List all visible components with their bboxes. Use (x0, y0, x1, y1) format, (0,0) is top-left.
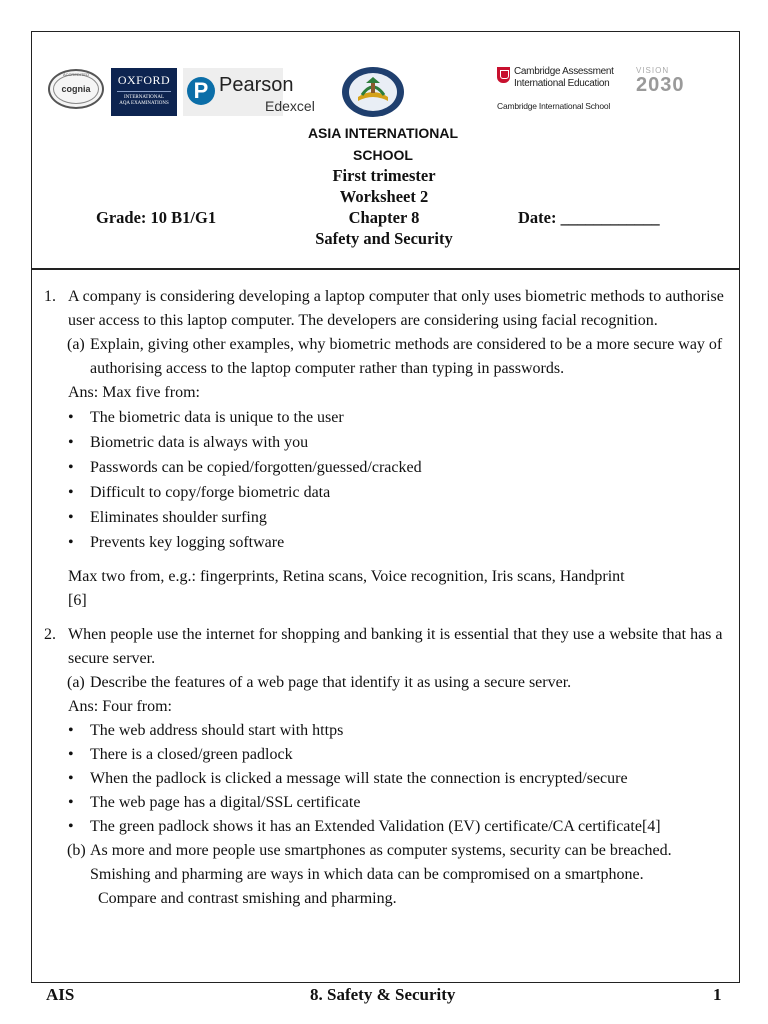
answer-list-2 (44, 719, 734, 839)
trimester-title: First trimester (332, 166, 436, 185)
question-text: A company is considering developing a laptop computer that only uses biometric methods to authorise user access to this laptop computer. The developers are considering using facial recognition. (68, 288, 724, 329)
pearson-word: Pearson (219, 74, 294, 96)
oxford-word: OXFORD (117, 73, 171, 87)
page-number: 1 (713, 985, 722, 1004)
cambridge-line-1: Cambridge Assessment (514, 66, 614, 77)
cognia-word: cognia (61, 84, 91, 94)
answer-list-1 (44, 405, 734, 555)
question-number: 2. (44, 626, 56, 643)
part-text: Describe the features of a web page that identify it as using a secure server. (90, 674, 572, 691)
oxford-small-2: AQA EXAMINATIONS (119, 101, 169, 106)
cambridge-shield-icon (497, 67, 510, 83)
part-text: As more and more people use smartphones as computer systems, security can be breached. Smishing and pharming are ways in which data can be compromised on a smartphone. (90, 842, 672, 883)
answer-intro: Ans: Max five from: (68, 384, 200, 401)
part-label: (a) (67, 336, 85, 353)
answer-intro: Ans: Four from: (68, 698, 172, 715)
oxford-aqa-logo (111, 68, 177, 116)
question-2 (44, 623, 734, 671)
worksheet-title: Worksheet 2 (339, 187, 429, 206)
school-name-line-2: SCHOOL (353, 147, 413, 163)
grade-label: Grade: 10 B1/G1 (96, 208, 217, 227)
question-2b-task: Compare and contrast smishing and pharming. (98, 890, 397, 907)
list-item: • The web page has a digital/SSL certificate (68, 794, 361, 811)
worksheet-body (44, 285, 734, 911)
list-item: • The web address should start with https (68, 722, 344, 739)
list-item: • Eliminates shoulder surfing (68, 509, 267, 526)
cambridge-line-3: Cambridge International School (497, 101, 611, 111)
list-item: • Biometric data is always with you (68, 434, 309, 451)
question-1 (44, 285, 734, 333)
list-item: • Prevents key logging software (68, 534, 285, 551)
part-label: (b) (67, 842, 86, 859)
question-2b (44, 839, 734, 887)
vision-word: VISION (636, 66, 670, 75)
list-item: • There is a closed/green padlock (68, 746, 293, 763)
cambridge-logo (497, 66, 615, 116)
school-emblem-icon (340, 65, 406, 119)
cognia-logo (48, 69, 104, 109)
list-item: • When the padlock is clicked a message will state the connection is encrypted/secure (68, 770, 628, 787)
marks-label: [6] (68, 592, 87, 609)
footer-title: 8. Safety & Security (310, 985, 456, 1004)
part-label: (a) (67, 674, 85, 691)
school-name (290, 122, 476, 166)
examples-note: Max two from, e.g.: fingerprints, Retina scans, Voice recognition, Iris scans, Handprint (68, 568, 625, 585)
header-divider (31, 268, 739, 270)
date-field: Date: ____________ (518, 208, 660, 227)
topic-title: Safety and Security (315, 229, 453, 248)
cognia-arc-text: ACCREDITED (62, 72, 89, 77)
school-name-line-1: ASIA INTERNATIONAL (307, 125, 459, 141)
vision-2030-logo (636, 66, 696, 106)
footer-school: AIS (46, 985, 75, 1004)
list-item: • Passwords can be copied/forgotten/guessed/cracked (68, 459, 422, 476)
pearson-edexcel-logo (183, 68, 315, 116)
part-text: Explain, giving other examples, why biometric methods are considered to be a more secure way of authorising access to the laptop computer rather than typing in passwords. (90, 336, 723, 377)
list-item: • The green padlock shows it has an Extended Validation (EV) certificate/CA certificate[4] (68, 818, 661, 835)
cambridge-line-2: International Education (514, 78, 610, 89)
pearson-p-icon: P (187, 77, 215, 105)
question-number: 1. (44, 288, 56, 305)
list-item: • The biometric data is unique to the user (68, 409, 344, 426)
list-item: • Difficult to copy/forge biometric data (68, 484, 331, 501)
question-1a (44, 333, 734, 381)
chapter-title: Chapter 8 (348, 208, 420, 227)
question-text: When people use the internet for shopping and banking it is essential that they use a website that has a secure server. (68, 626, 723, 667)
question-2a (44, 671, 734, 695)
edexcel-word: Edexcel (265, 98, 315, 114)
oxford-small-1: INTERNATIONAL (124, 95, 164, 100)
vision-year: 2030 (636, 74, 685, 96)
